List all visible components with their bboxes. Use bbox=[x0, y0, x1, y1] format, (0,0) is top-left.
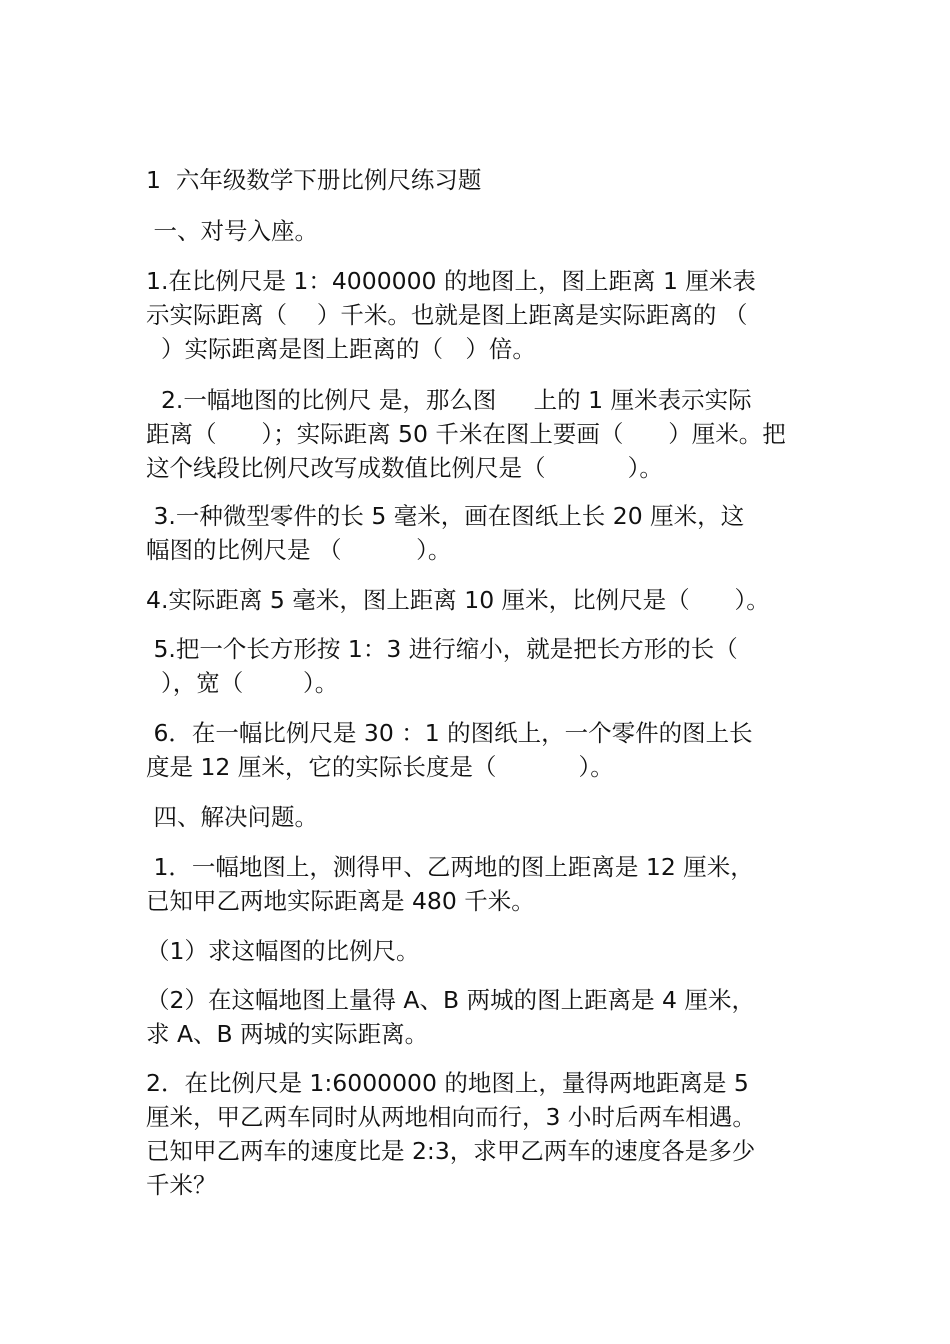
problem-1-line-2: 已知甲乙两地实际距离是 480 千米。 bbox=[146, 887, 535, 915]
question-3-line-1: 3.一种微型零件的长 5 毫米，画在图纸上长 20 厘米，这 bbox=[146, 502, 745, 530]
question-1-line-2: 示实际距离（ ）千米。也就是图上距离是实际距离的 （ bbox=[146, 301, 748, 329]
question-3-line-2: 幅图的比例尺是 （ ）。 bbox=[146, 536, 452, 564]
section-heading-4: 四、解决问题。 bbox=[146, 803, 318, 831]
question-6-line-1: 6．在一幅比例尺是 30 ：1 的图纸上，一个零件的图上长 bbox=[146, 719, 753, 747]
problem-1-line-1: 1．一幅地图上，测得甲、乙两地的图上距离是 12 厘米， bbox=[146, 853, 754, 881]
problem-1-sub-2-line-1: （2）在这幅地图上量得 A、B 两城的图上距离是 4 厘米， bbox=[146, 986, 755, 1014]
problem-2-line-2: 厘米，甲乙两车同时从两地相向而行，3 小时后两车相遇。 bbox=[146, 1103, 756, 1131]
section-heading-1: 一、对号入座。 bbox=[146, 217, 318, 245]
question-1-line-3: ）实际距离是图上距离的（ ）倍。 bbox=[146, 335, 536, 363]
problem-2-line-4: 千米？ bbox=[146, 1171, 217, 1199]
question-6-line-2: 度是 12 厘米，它的实际长度是（ ）。 bbox=[146, 753, 614, 781]
question-4-line-1: 4.实际距离 5 毫米，图上距离 10 厘米，比例尺是（ ）。 bbox=[146, 586, 770, 614]
question-2-line-1: 2.一幅地图的比例尺 是，那么图 上的 1 厘米表示实际 bbox=[146, 386, 752, 414]
problem-1-sub-2-line-2: 求 A、B 两城的实际距离。 bbox=[146, 1020, 429, 1048]
question-2-line-3: 这个线段比例尺改写成数值比例尺是（ ）。 bbox=[146, 454, 663, 482]
document-title: 1 六年级数学下册比例尺练习题 bbox=[146, 166, 482, 194]
problem-2-line-1: 2．在比例尺是 1:6000000 的地图上，量得两地距离是 5 bbox=[146, 1069, 749, 1097]
question-5-line-2: ），宽（ ）。 bbox=[146, 669, 339, 697]
problem-2-line-3: 已知甲乙两车的速度比是 2:3，求甲乙两车的速度各是多少 bbox=[146, 1137, 756, 1165]
question-5-line-1: 5.把一个长方形按 1：3 进行缩小，就是把长方形的长（ bbox=[146, 635, 738, 663]
question-2-line-2: 距离（ ）；实际距离 50 千米在图上要画（ ）厘米。把 bbox=[146, 420, 786, 448]
question-1-line-1: 1.在比例尺是 1：4000000 的地图上，图上距离 1 厘米表 bbox=[146, 267, 756, 295]
problem-1-sub-1: （1）求这幅图的比例尺。 bbox=[146, 937, 420, 965]
